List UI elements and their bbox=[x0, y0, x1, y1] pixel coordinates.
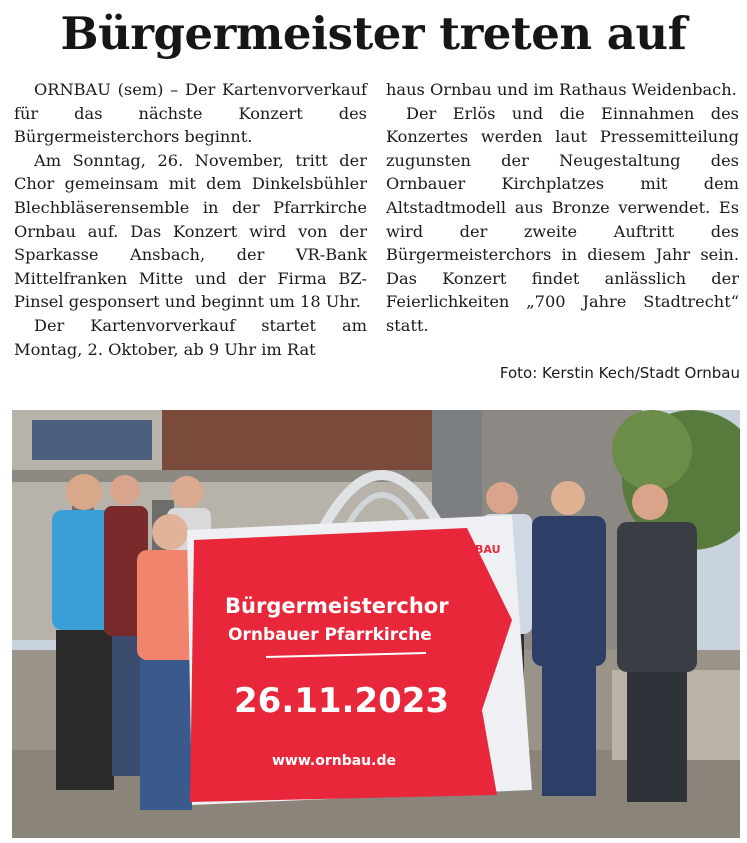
banner-title: Bürgermeisterchor bbox=[225, 594, 449, 618]
banner-date: 26.11.2023 bbox=[234, 681, 450, 721]
paragraph: Der Erlös und die Einnahmen des Konzertes werden laut Pressemitteilung zugunsten der Neugestaltung des Ornbauer Kirchplatzes mit dem Altstadtmodell aus Bronze verwendet. Es wird der zweite Auftritt des Bürgermeisterchors in diesem Jahr sein. Das Konzert findet anlässlich der Feierlichkeiten „700 Jahre Stadtrecht“ statt. bbox=[386, 103, 739, 335]
photo-credit: Foto: Kerstin Kech/Stadt Ornbau bbox=[499, 364, 740, 382]
article-column-left bbox=[14, 78, 367, 361]
article-column-right bbox=[386, 78, 739, 338]
banner-subtitle: Ornbauer Pfarrkirche bbox=[228, 625, 432, 645]
paragraph: haus Ornbau und im Rathaus Weidenbach. bbox=[386, 80, 737, 99]
headline: Bürgermeister treten auf bbox=[60, 7, 687, 60]
paragraph: Am Sonntag, 26. November, tritt der Chor gemeinsam mit dem Dinkelsbühler Blechbläserensemble in der Pfarrkirche Ornbau auf. Das Konzert wird von der Sparkasse Ansbach, der VR-Bank Mittelfranken Mitte und der Firma BZ-Pinsel gesponsert und beginnt um 18 Uhr. bbox=[14, 150, 367, 312]
paragraph: ORNBAU (sem) – Der Kartenvorverkauf für das nächste Konzert des Bürgermeisterchors beginnt. bbox=[14, 80, 367, 147]
ornbau-logo: ORNBAU bbox=[448, 543, 501, 556]
article-photo bbox=[12, 410, 740, 838]
paragraph: Der Kartenvorverkauf startet am Montag, 2. Oktober, ab 9 Uhr im Rat bbox=[14, 315, 367, 359]
banner-url: www.ornbau.de bbox=[272, 753, 396, 769]
